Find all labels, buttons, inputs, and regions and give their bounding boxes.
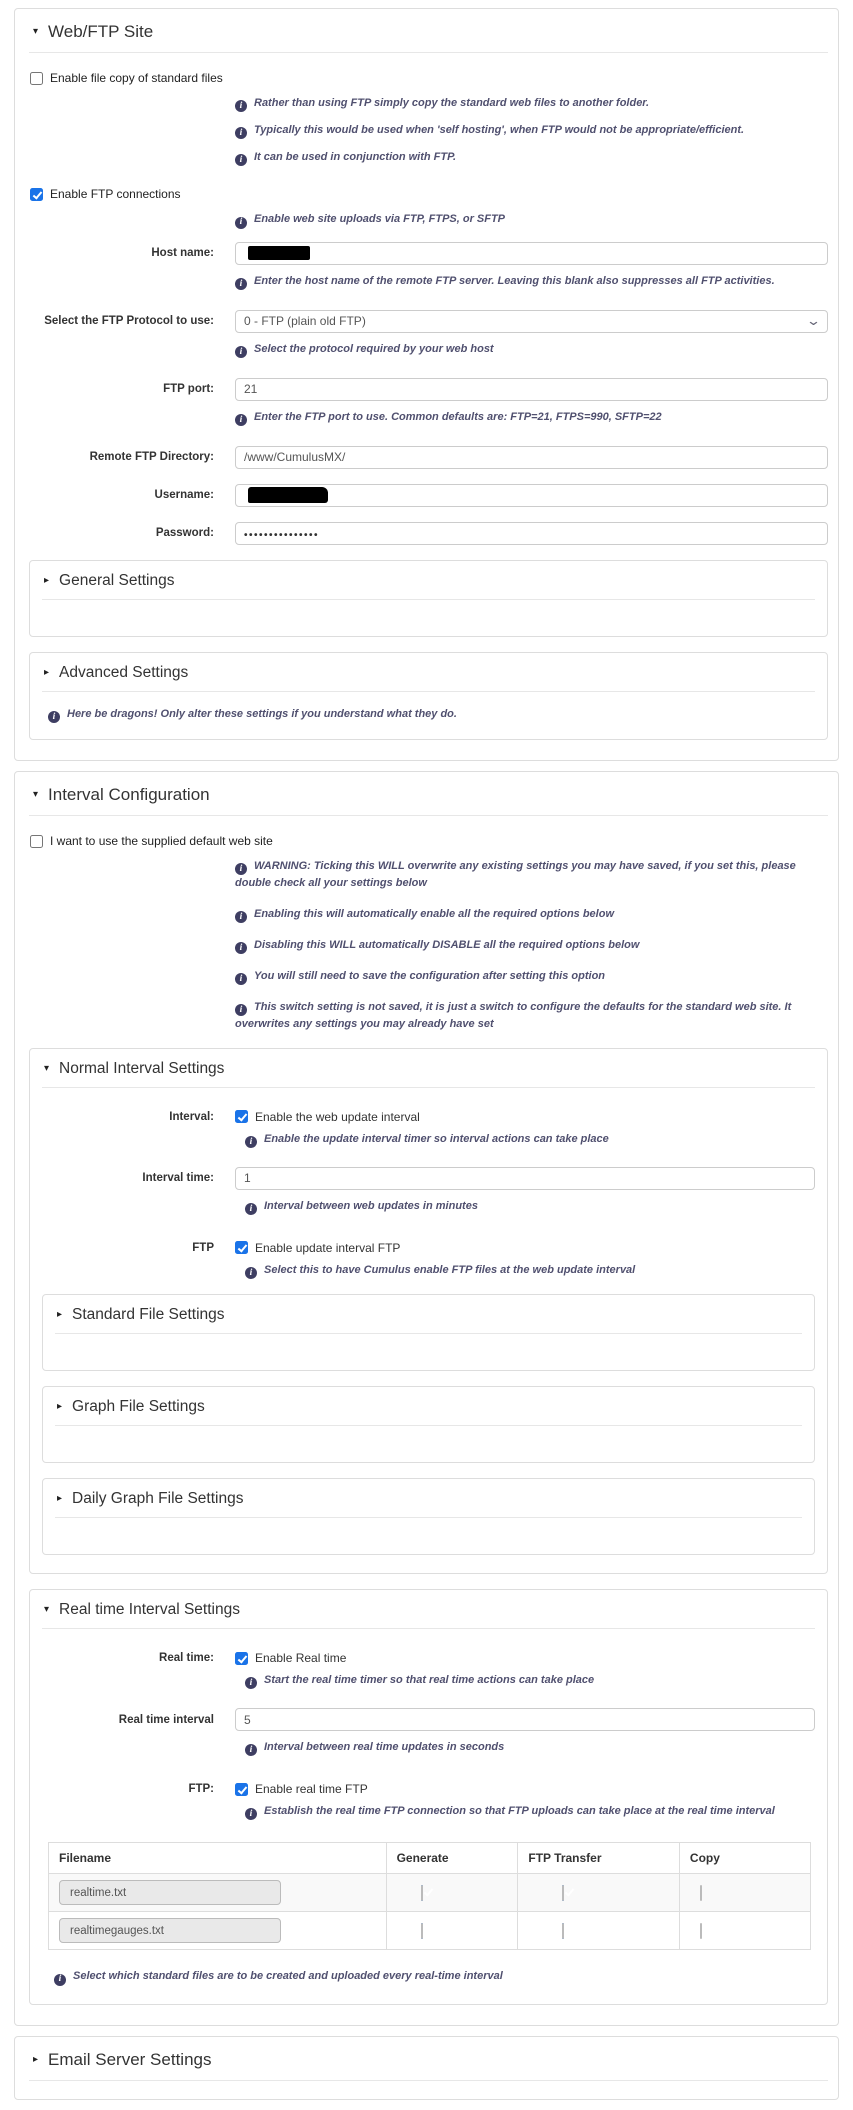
enable-ftp-label[interactable]: Enable FTP connections: [50, 187, 181, 202]
section-title-normal-interval: Normal Interval Settings: [59, 1059, 225, 1077]
interval-time-label: Interval time:: [142, 1172, 214, 1185]
remote-dir-label: Remote FTP Directory:: [89, 451, 214, 464]
info-icon: i: [48, 711, 60, 723]
section-header-general-settings[interactable]: [42, 563, 815, 600]
realtime-interval-section: [29, 1589, 828, 2005]
section-title-standard-file: Standard File Settings: [72, 1306, 225, 1323]
note-interval-time: i Interval between web updates in minutes: [245, 1198, 815, 1215]
info-icon: i: [235, 346, 247, 358]
info-icon: i: [245, 1136, 257, 1148]
section-title-realtime-interval: Real time Interval Settings: [59, 1601, 240, 1618]
note-interval: i Enable the update interval timer so interval actions can take place: [245, 1131, 815, 1148]
info-icon: i: [54, 1974, 66, 1986]
caret-right-icon: ▸: [57, 1493, 63, 1504]
caret-down-icon: ▾: [44, 1062, 50, 1074]
redacted-value: [248, 487, 328, 503]
note-switch-setting: i This switch setting is not saved, it is just a switch to configure the defaults for the standard web site. It overwrites any settings you may already have set: [235, 1001, 792, 1031]
note-realtime-interval: i Interval between real time updates in seconds: [245, 1739, 815, 1756]
redacted-value: [248, 246, 310, 260]
section-header-email-server[interactable]: [29, 2041, 828, 2081]
interval-config-section: [14, 771, 839, 2026]
info-icon: i: [245, 1677, 257, 1689]
realtime-label: Real time:: [159, 1652, 214, 1664]
note-warning: i WARNING: Ticking this WILL overwrite any existing settings you may have saved, if you set this, please double check all your settings below: [235, 860, 796, 890]
default-website-checkbox[interactable]: [30, 835, 43, 848]
info-icon: i: [235, 942, 247, 954]
interval-label: Interval:: [169, 1110, 214, 1123]
note-file-copy-2: i Typically this would be used when 'self hosting', when FTP would not be appropriate/efficient.: [235, 122, 828, 139]
note-advanced-settings: i Here be dragons! Only alter these settings if you understand what they do.: [48, 706, 815, 723]
section-header-interval-config[interactable]: [29, 776, 828, 816]
enable-realtime-ftp-label[interactable]: Enable real time FTP: [255, 1782, 368, 1797]
column-header-filename: Filename: [49, 1843, 387, 1874]
section-title-webftp: Web/FTP Site: [48, 22, 154, 41]
realtime-ftp-label: FTP:: [188, 1783, 214, 1796]
general-settings-section: [29, 560, 828, 637]
enable-file-copy-checkbox[interactable]: [30, 72, 43, 85]
table-row: [49, 1912, 811, 1950]
info-icon: i: [235, 1004, 247, 1016]
caret-right-icon: ▸: [57, 1401, 63, 1412]
enable-realtime-label[interactable]: Enable Real time: [255, 1651, 347, 1665]
caret-right-icon: ▸: [44, 574, 50, 586]
column-header-ftp-transfer: FTP Transfer: [518, 1843, 680, 1874]
realtime-files-table: [48, 1842, 811, 1950]
caret-right-icon: ▸: [33, 2053, 39, 2065]
standard-file-section: [42, 1294, 815, 1371]
section-header-daily-graph-file[interactable]: [55, 1481, 802, 1518]
info-icon: i: [245, 1203, 257, 1215]
realtime-interval-label: Real time interval: [118, 1713, 214, 1726]
note-enable-ftp: i Enable web site uploads via FTP, FTPS, or SFTP: [235, 211, 828, 228]
info-icon: i: [235, 973, 247, 985]
info-icon: i: [245, 1744, 257, 1756]
username-label: Username:: [154, 489, 214, 502]
column-header-generate: Generate: [386, 1843, 518, 1874]
filename-input[interactable]: [59, 1880, 281, 1905]
info-icon: i: [235, 154, 247, 166]
ftp-protocol-select[interactable]: 0 - FTP (plain old FTP) ⌄: [235, 310, 828, 333]
note-interval-ftp: i Select this to have Cumulus enable FTP files at the web update interval: [245, 1262, 815, 1279]
remote-dir-input[interactable]: [235, 446, 828, 469]
interval-time-input[interactable]: [235, 1167, 815, 1190]
caret-down-icon: ▾: [33, 789, 39, 800]
interval-ftp-label: FTP: [192, 1241, 214, 1254]
note-ftp-port: i Enter the FTP port to use. Common defaults are: FTP=21, FTPS=990, SFTP=22: [235, 409, 828, 426]
section-title-interval-config: Interval Configuration: [48, 785, 210, 804]
ftp-transfer-checkbox[interactable]: [562, 1923, 564, 1939]
note-realtime: i Start the real time timer so that real time actions can take place: [245, 1672, 815, 1689]
table-row: [49, 1874, 811, 1912]
info-icon: i: [245, 1267, 257, 1279]
info-icon: i: [235, 217, 247, 229]
advanced-settings-section: [29, 652, 828, 740]
realtime-interval-input[interactable]: [235, 1708, 815, 1731]
section-header-realtime-interval[interactable]: [42, 1592, 815, 1629]
section-header-graph-file[interactable]: [55, 1389, 802, 1426]
host-name-label: Host name:: [151, 247, 214, 259]
username-input[interactable]: [235, 484, 828, 507]
enable-interval-checkbox[interactable]: [235, 1110, 248, 1123]
note-ftp-protocol: i Select the protocol required by your web host: [235, 341, 828, 358]
caret-right-icon: ▸: [44, 666, 50, 678]
info-icon: i: [235, 278, 247, 290]
enable-ftp-checkbox[interactable]: [30, 188, 43, 201]
ftp-transfer-checkbox[interactable]: [562, 1885, 564, 1901]
generate-checkbox[interactable]: [421, 1885, 423, 1901]
section-header-webftp[interactable]: [29, 13, 828, 53]
ftp-protocol-selected-value: 0 - FTP (plain old FTP): [244, 314, 366, 329]
note-enabling: i Enabling this will automatically enable all the required options below: [235, 906, 828, 923]
caret-right-icon: ▸: [57, 1309, 63, 1320]
info-icon: i: [235, 414, 247, 426]
webftp-section: [14, 8, 839, 761]
password-input[interactable]: [235, 522, 828, 545]
section-title-email-server: Email Server Settings: [48, 2049, 212, 2069]
section-header-advanced-settings[interactable]: [42, 655, 815, 692]
copy-checkbox[interactable]: [700, 1923, 702, 1939]
email-server-section: [14, 2036, 839, 2100]
default-website-label[interactable]: I want to use the supplied default web site: [50, 834, 273, 848]
enable-interval-ftp-checkbox[interactable]: [235, 1241, 248, 1254]
enable-file-copy-label[interactable]: Enable file copy of standard files: [50, 71, 223, 85]
ftp-protocol-label: Select the FTP Protocol to use:: [44, 315, 214, 328]
graph-file-section: [42, 1386, 815, 1463]
section-title-general-settings: General Settings: [59, 571, 175, 589]
section-header-normal-interval[interactable]: [42, 1051, 815, 1088]
info-icon: i: [235, 127, 247, 139]
generate-checkbox[interactable]: [421, 1923, 423, 1939]
section-title-advanced-settings: Advanced Settings: [59, 663, 189, 681]
section-title-daily-graph-file: Daily Graph File Settings: [72, 1490, 244, 1507]
daily-graph-file-section: [42, 1478, 815, 1555]
caret-down-icon: ▾: [33, 26, 39, 37]
info-icon: i: [235, 100, 247, 112]
filename-input[interactable]: [59, 1918, 281, 1943]
password-dots: •••••••••••••••: [244, 529, 320, 541]
note-host-name: i Enter the host name of the remote FTP server. Leaving this blank also suppresses all FTP activities.: [235, 273, 828, 290]
enable-interval-label[interactable]: Enable the web update interval: [255, 1109, 420, 1124]
note-save-config: i You will still need to save the configuration after setting this option: [235, 968, 828, 985]
column-header-copy: Copy: [679, 1843, 810, 1874]
caret-down-icon: ▾: [44, 1604, 50, 1615]
info-icon: i: [235, 911, 247, 923]
info-icon: i: [245, 1808, 257, 1820]
host-name-input[interactable]: [235, 242, 828, 265]
enable-realtime-ftp-checkbox[interactable]: [235, 1783, 248, 1796]
note-file-copy-3: i It can be used in conjunction with FTP.: [235, 149, 828, 166]
enable-interval-ftp-label[interactable]: Enable update interval FTP: [255, 1240, 401, 1255]
password-label: Password:: [155, 527, 214, 540]
ftp-port-label: FTP port:: [163, 383, 214, 396]
section-title-graph-file: Graph File Settings: [72, 1398, 205, 1415]
note-realtime-ftp: i Establish the real time FTP connection so that FTP uploads can take place at the real time interval: [245, 1803, 815, 1820]
copy-checkbox[interactable]: [700, 1885, 702, 1901]
ftp-port-input[interactable]: [235, 378, 828, 401]
normal-interval-section: [29, 1048, 828, 1574]
section-header-standard-file[interactable]: [55, 1297, 802, 1334]
note-realtime-files: i Select which standard files are to be created and uploaded every real-time interval: [54, 1968, 815, 1985]
info-icon: i: [235, 863, 247, 875]
note-file-copy-1: i Rather than using FTP simply copy the standard web files to another folder.: [235, 95, 828, 112]
enable-realtime-checkbox[interactable]: [235, 1652, 248, 1665]
note-disabling: i Disabling this WILL automatically DISABLE all the required options below: [235, 937, 828, 954]
